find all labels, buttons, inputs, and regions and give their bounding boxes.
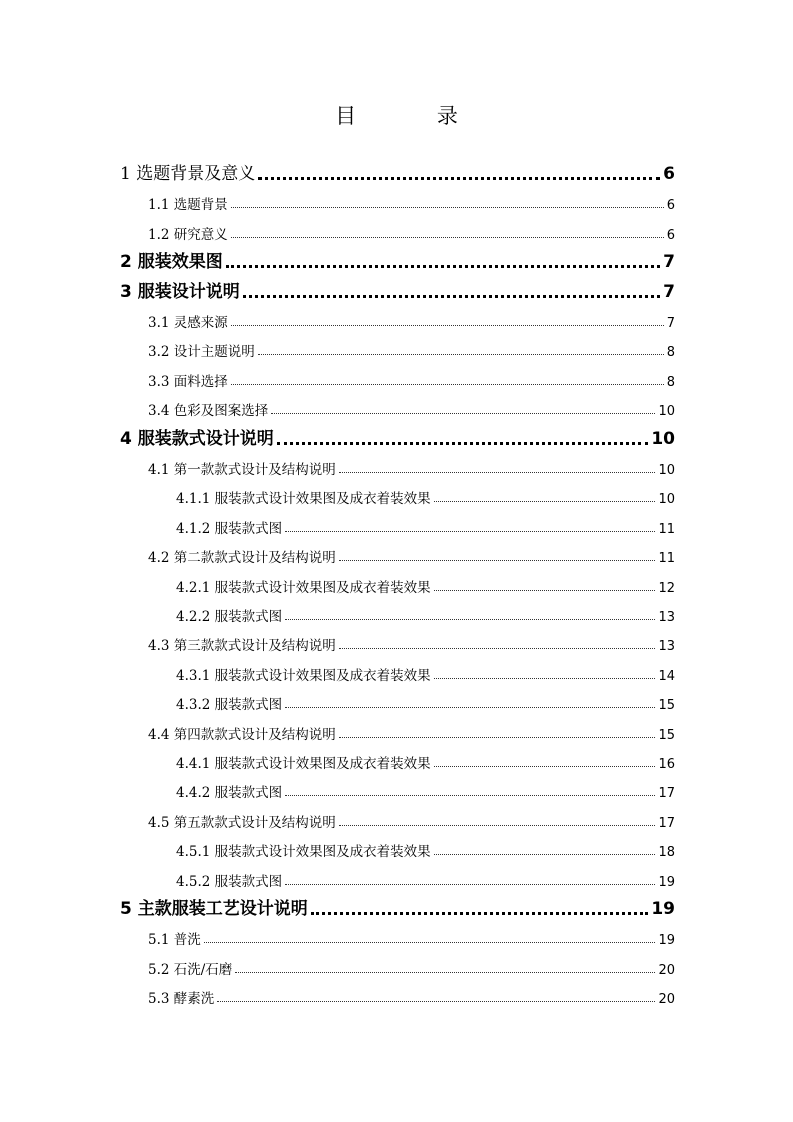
dot-leader <box>235 971 655 973</box>
toc-entry-page-number: 7 <box>663 281 675 302</box>
dot-leader <box>311 911 649 915</box>
toc-entry-label: 3.4 色彩及图案选择 <box>148 403 269 420</box>
toc-entry[interactable] <box>176 866 675 890</box>
dot-leader <box>434 853 656 855</box>
toc-entry-label: 4.1.1 服装款式设计效果图及成衣着装效果 <box>176 491 431 508</box>
dot-leader <box>231 236 664 238</box>
toc-entry[interactable] <box>120 248 675 272</box>
toc-entry-page-number: 10 <box>658 492 675 508</box>
toc-entry-page-number: 10 <box>658 404 675 420</box>
toc-entry-page-number: 20 <box>658 962 675 978</box>
dot-leader <box>339 559 656 561</box>
toc-entry-page-number: 8 <box>666 345 675 361</box>
dot-leader <box>434 500 656 502</box>
toc-entry-label: 4.4.1 服装款式设计效果图及成衣着装效果 <box>176 756 431 772</box>
toc-entry-page-number: 16 <box>658 757 675 772</box>
toc-entry[interactable] <box>148 307 675 331</box>
toc-entry-page-number: 15 <box>658 727 675 743</box>
toc-entry-label: 4.3.1 服装款式设计效果图及成衣着装效果 <box>176 667 431 684</box>
toc-entry-page-number: 15 <box>658 698 675 714</box>
dot-leader <box>231 383 664 385</box>
toc-entry-label: 4.4 第四款款式设计及结构说明 <box>148 726 336 743</box>
toc-entry[interactable] <box>120 425 675 449</box>
toc-entry-page-number: 12 <box>658 580 675 596</box>
toc-entry-page-number: 7 <box>663 252 675 273</box>
toc-entry-page-number: 17 <box>658 815 675 831</box>
page-title: 目 录 <box>335 104 495 128</box>
toc-entry-page-number: 8 <box>666 374 675 390</box>
toc-entry-page-number: 19 <box>651 899 675 919</box>
toc-entry-label: 4.2 第二款款式设计及结构说明 <box>148 550 336 567</box>
toc-entry[interactable] <box>148 366 675 390</box>
toc-entry[interactable] <box>176 777 675 801</box>
toc-entry-label: 4.4.2 服装款式图 <box>176 785 283 802</box>
toc-entry-label: 5.2 石洗/石磨 <box>148 961 233 978</box>
toc-entry-page-number: 18 <box>658 845 675 861</box>
toc-entry-label: 1.1 选题背景 <box>148 197 228 214</box>
toc-entry[interactable] <box>148 719 675 743</box>
toc-entry-label: 3 服装设计说明 <box>120 281 240 302</box>
dot-leader <box>277 441 649 445</box>
toc-entry-label: 5.1 普洗 <box>148 932 201 949</box>
dot-leader <box>339 736 656 738</box>
toc-entry-page-number: 10 <box>658 463 675 478</box>
toc-entry[interactable] <box>176 836 675 860</box>
dot-leader <box>258 176 660 180</box>
toc-entry[interactable] <box>148 189 675 213</box>
toc-entry[interactable] <box>176 748 675 772</box>
toc-entry-page-number: 20 <box>658 992 675 1008</box>
toc-entry-label: 4.5.1 服装款式设计效果图及成衣着装效果 <box>176 844 431 861</box>
toc-entry-page-number: 6 <box>666 198 675 214</box>
toc-entry-label: 1 选题背景及意义 <box>120 164 256 184</box>
toc-entry-page-number: 6 <box>666 227 675 243</box>
toc-entry[interactable] <box>120 895 675 919</box>
toc-entry-page-number: 14 <box>658 668 675 684</box>
toc-entry[interactable] <box>176 572 675 596</box>
toc-entry[interactable] <box>176 513 675 537</box>
dot-leader <box>339 647 656 649</box>
toc-entry-label: 5.3 酵素洗 <box>148 991 215 1008</box>
dot-leader <box>285 530 655 532</box>
dot-leader <box>217 1000 655 1002</box>
toc-entry-label: 3.1 灵感来源 <box>148 315 228 331</box>
toc-entry-page-number: 19 <box>658 933 675 949</box>
toc-entry[interactable] <box>148 336 675 360</box>
toc-entry[interactable] <box>148 542 675 566</box>
toc-entry-label: 4.3 第三款款式设计及结构说明 <box>148 638 336 655</box>
toc-entry[interactable] <box>148 924 675 948</box>
dot-leader <box>339 824 656 826</box>
toc-entry-label: 4.3.2 服装款式图 <box>176 697 283 714</box>
toc-entry[interactable] <box>120 160 675 184</box>
dot-leader <box>204 941 656 943</box>
toc-entry-label: 4.1.2 服装款式图 <box>176 520 283 537</box>
dot-leader <box>231 324 664 326</box>
toc-entry-label: 2 服装效果图 <box>120 252 223 273</box>
dot-leader <box>285 706 655 708</box>
toc-entry-page-number: 11 <box>658 521 675 537</box>
toc-entry-label: 4.2.1 服装款式设计效果图及成衣着装效果 <box>176 579 431 596</box>
toc-entry-label: 4.2.2 服装款式图 <box>176 609 283 625</box>
toc-entry-label: 3.2 设计主题说明 <box>148 344 255 361</box>
toc-entry[interactable] <box>148 807 675 831</box>
toc-entry[interactable] <box>120 278 675 302</box>
toc-entry-label: 4.1 第一款款式设计及结构说明 <box>148 462 336 478</box>
toc-entry-page-number: 10 <box>651 428 675 449</box>
toc-entry-page-number: 11 <box>658 551 675 567</box>
toc-entry[interactable] <box>148 395 675 419</box>
toc-entry-label: 1.2 研究意义 <box>148 226 228 243</box>
toc-entry-page-number: 17 <box>658 786 675 802</box>
toc-entry-page-number: 6 <box>663 164 675 184</box>
dot-leader <box>434 677 656 679</box>
toc-entry-label: 4.5 第五款款式设计及结构说明 <box>148 814 336 831</box>
dot-leader <box>243 294 660 298</box>
toc-entry-label: 4.5.2 服装款式图 <box>176 873 283 890</box>
dot-leader <box>434 589 656 591</box>
dot-leader <box>258 353 664 355</box>
toc-entry[interactable] <box>148 630 675 654</box>
dot-leader <box>339 471 656 473</box>
dot-leader <box>231 206 664 208</box>
toc-entry[interactable] <box>176 689 675 713</box>
toc-entry[interactable] <box>176 483 675 507</box>
toc-entry-page-number: 13 <box>658 639 675 655</box>
toc-entry-label: 3.3 面料选择 <box>148 373 228 390</box>
toc-entry[interactable] <box>148 954 675 978</box>
dot-leader <box>271 412 655 414</box>
toc-entry-label: 4 服装款式设计说明 <box>120 428 274 449</box>
dot-leader <box>226 264 660 268</box>
toc-entry[interactable] <box>176 660 675 684</box>
toc-entry-page-number: 7 <box>666 316 675 331</box>
toc-entry[interactable] <box>148 454 675 478</box>
toc-entry-page-number: 19 <box>658 874 675 890</box>
dot-leader <box>285 883 655 885</box>
toc-entry[interactable] <box>176 601 675 625</box>
dot-leader <box>285 794 655 796</box>
toc-entry-label: 5 主款服装工艺设计说明 <box>120 899 308 919</box>
toc-entry[interactable] <box>148 983 675 1007</box>
toc-entry-page-number: 13 <box>658 610 675 625</box>
dot-leader <box>434 765 656 767</box>
dot-leader <box>285 618 655 620</box>
toc-entry[interactable] <box>148 219 675 243</box>
